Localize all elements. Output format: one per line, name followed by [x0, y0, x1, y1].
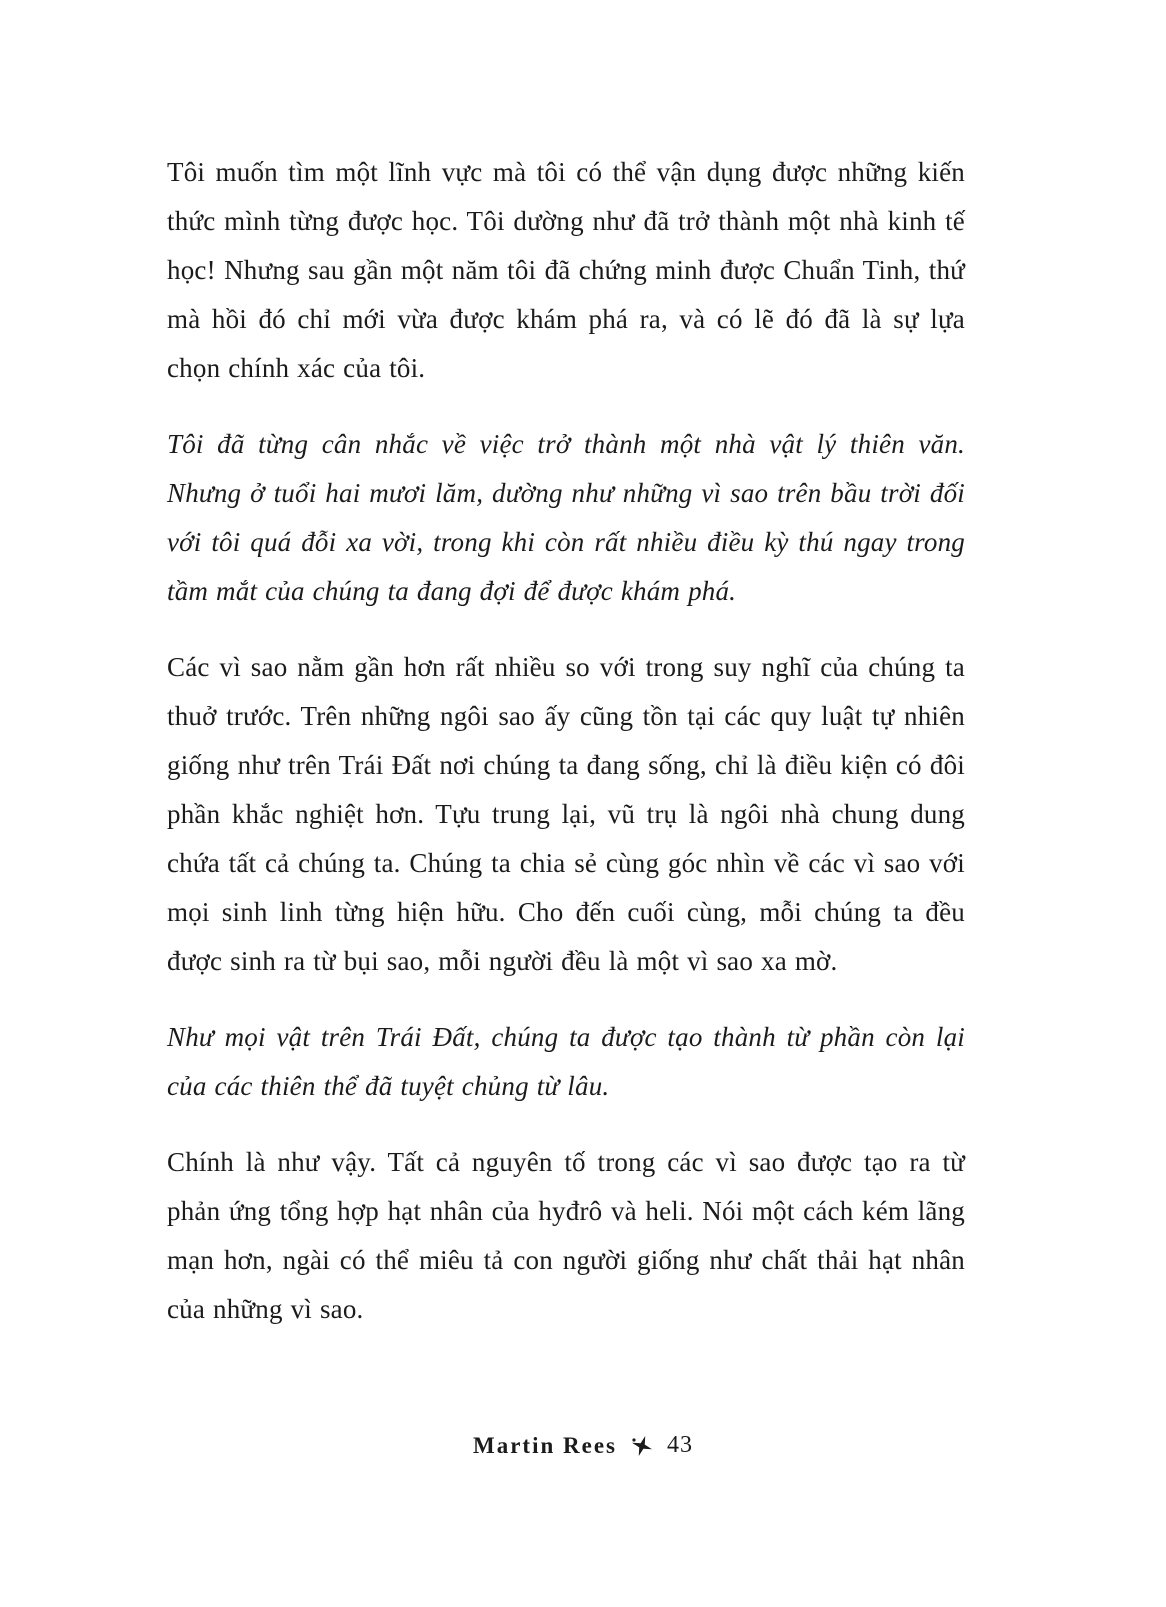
footer-author: Martin Rees: [473, 1432, 617, 1458]
page-text-block: [167, 148, 965, 1361]
sparkle-icon: [629, 1433, 655, 1459]
body-paragraph: Các vì sao nằm gần hơn rất nhiều so với trong suy nghĩ của chúng ta thuở trước. Trên những ngôi sao ấy cũng tồn tại các quy luật tự nhiên giống như trên Trái Đất nơi chúng ta đang sống, chỉ là điều kiện có đôi phần khắc nghiệt hơn. Tựu trung lại, vũ trụ là ngôi nhà chung dung chứa tất cả chúng ta. Chúng ta chia sẻ cùng góc nhìn về các vì sao với mọi sinh linh từng hiện hữu. Cho đến cuối cùng, mỗi chúng ta đều được sinh ra từ bụi sao, mỗi người đều là một vì sao xa mờ.: [167, 652, 965, 976]
body-paragraph: Tôi muốn tìm một lĩnh vực mà tôi có thể vận dụng được những kiến thức mình từng được học. Tôi dường như đã trở thành một nhà kinh tế học! Nhưng sau gần một năm tôi đã chứng minh được Chuẩn Tinh, thứ mà hồi đó chỉ mới vừa được khám phá ra, và có lẽ đó đã là sự lựa chọn chính xác của tôi.: [167, 157, 965, 383]
body-paragraph-italic: Tôi đã từng cân nhắc về việc trở thành một nhà vật lý thiên văn. Nhưng ở tuổi hai mươi lăm, dường như những vì sao trên bầu trời đối với tôi quá đỗi xa vời, trong khi còn rất nhiều điều kỳ thú ngay trong tầm mắt của chúng ta đang đợi để được khám phá.: [167, 429, 965, 606]
page-footer: [0, 1432, 1166, 1459]
footer-page-number: 43: [667, 1432, 693, 1458]
body-paragraph: Chính là như vậy. Tất cả nguyên tố trong các vì sao được tạo ra từ phản ứng tổng hợp hạt nhân của hyđrô và heli. Nói một cách kém lãng mạn hơn, ngài có thể miêu tả con người giống như chất thải hạt nhân của những vì sao.: [167, 1147, 965, 1324]
body-paragraph-italic: Như mọi vật trên Trái Đất, chúng ta được tạo thành từ phần còn lại của các thiên thể đã tuyệt chủng từ lâu.: [167, 1022, 965, 1101]
